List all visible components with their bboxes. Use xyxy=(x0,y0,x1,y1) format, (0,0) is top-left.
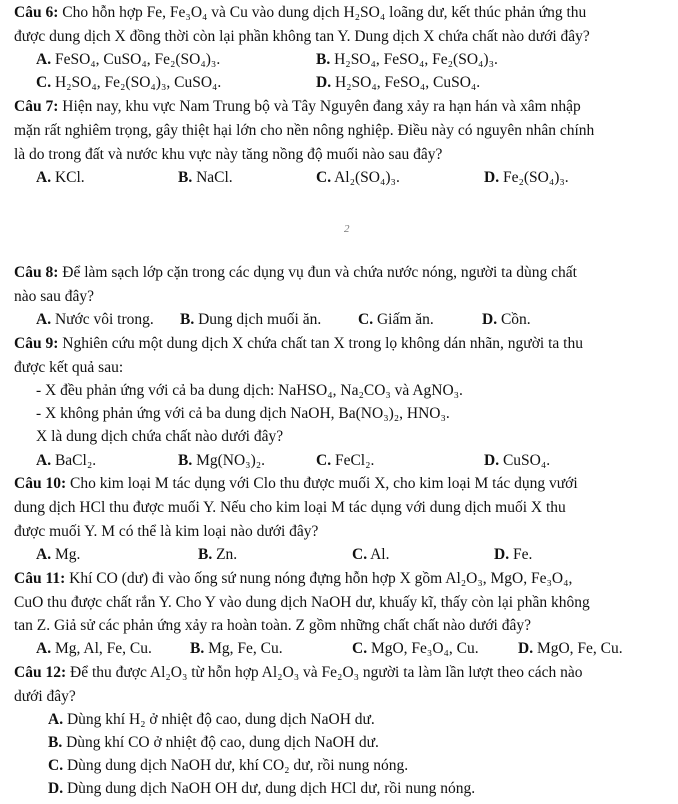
q10-line-2: dung dịch HCl thu được muối Y. Nếu cho kim loại M tác dụng với dung dịch muối X thu xyxy=(14,499,566,516)
q11-line-2: CuO thu được chất rắn Y. Cho Y vào dung dịch NaOH dư, khuấy kĩ, thấy còn lại phần không xyxy=(14,594,590,611)
q10-label: Câu 10 xyxy=(14,475,61,492)
q8-label: Câu 8 xyxy=(14,264,54,281)
q6-option-d: D. H₂SO₄, FeSO₄, CuSO₄. xyxy=(316,74,481,91)
q7-option-c: C. Al₂(SO₄)₃. xyxy=(316,169,400,186)
q8-option-b: B. Dung dịch muối ăn. xyxy=(180,311,322,328)
q6-option-b: B. H₂SO₄, FeSO₄, Fe₂(SO₄)₃. xyxy=(316,51,498,68)
q10-option-d: D. Fe. xyxy=(494,546,533,563)
q6-line-1: Câu 6: Cho hỗn hợp Fe, Fe₃O₄ và Cu vào dung dịch H₂SO₄ loãng dư, kết thúc phản ứng thu xyxy=(14,4,587,21)
q7-option-d: D. Fe₂(SO₄)₃. xyxy=(484,169,569,186)
q9-option-b: B. Mg(NO₃)₂. xyxy=(178,452,266,469)
q11-line-3: tan Z. Giả sử các phản ứng xảy ra hoàn toàn. Z gồm những chất chất nào dưới đây? xyxy=(14,617,531,634)
q8-line-1: Câu 8: Để làm sạch lớp cặn trong các dụng vụ đun và chứa nước nóng, người ta dùng chất xyxy=(14,264,577,281)
q10-line-3: được muối Y. M có thể là kim loại nào dưới đây? xyxy=(14,523,319,540)
q8-line-2: nào sau đây? xyxy=(14,288,95,305)
q11-label: Câu 11 xyxy=(14,570,61,587)
q9-option-a: A. BaCl₂. xyxy=(36,452,97,469)
q11-option-c: C. MgO, Fe₃O₄, Cu. xyxy=(352,640,479,657)
q12-label: Câu 12 xyxy=(14,664,61,681)
q9-option-d: D. CuSO₄. xyxy=(484,452,551,469)
q8-option-a: A. Nước vôi trong. xyxy=(36,311,154,328)
q12-option-c: C. Dùng dung dịch NaOH dư, khí CO₂ dư, rồi nung nóng. xyxy=(48,757,409,774)
q7-line-1: Câu 7: Hiện nay, khu vực Nam Trung bộ và Tây Nguyên đang xảy ra hạn hán và xâm nhập xyxy=(14,98,581,115)
q11-option-d: D. MgO, Fe, Cu. xyxy=(518,640,623,657)
page-number: 2 xyxy=(344,223,350,235)
q12-option-d: D. Dùng dung dịch NaOH OH dư, dung dịch HCl dư, rồi nung nóng. xyxy=(48,780,476,797)
q6-label: Câu 6 xyxy=(14,4,54,21)
q9-line-2: được kết quả sau: xyxy=(14,359,124,376)
q10-line-1: Câu 10: Cho kim loại M tác dụng với Clo thu được muối X, cho kim loại M tác dụng vưới xyxy=(14,475,578,492)
q9-label: Câu 9 xyxy=(14,335,54,352)
q12-line-2: dưới đây? xyxy=(14,688,76,705)
q7-option-a: A. KCl. xyxy=(36,169,85,186)
q9-line-1: Câu 9: Nghiên cứu một dung dịch X chứa chất tan X trong lọ không dán nhãn, người ta thu xyxy=(14,335,583,352)
q9-line-3: - X đều phản ứng với cả ba dung dịch: NaHSO₄, Na₂CO₃ và AgNO₃. xyxy=(36,382,463,399)
q11-line-1: Câu 11: Khí CO (dư) đi vào ống sứ nung nóng đựng hỗn hợp X gồm Al₂O₃, MgO, Fe₃O₄, xyxy=(14,570,573,587)
q10-option-b: B. Zn. xyxy=(198,546,238,563)
q6-option-a: A. FeSO₄, CuSO₄, Fe₂(SO₄)₃. xyxy=(36,51,221,68)
q11-option-a: A. Mg, Al, Fe, Cu. xyxy=(36,640,152,657)
q7-label: Câu 7 xyxy=(14,98,54,115)
q9-option-c: C. FeCl₂. xyxy=(316,452,375,469)
q7-line-3: là do trong đất và nước khu vực này tăng nồng độ muối nào sau đây? xyxy=(14,146,443,163)
q11-option-b: B. Mg, Fe, Cu. xyxy=(190,640,283,657)
q8-option-c: C. Giấm ăn. xyxy=(358,311,434,328)
q12-option-a: A. Dùng khí H₂ ở nhiệt độ cao, dung dịch NaOH dư. xyxy=(48,711,375,728)
q12-option-b: B. Dùng khí CO ở nhiệt độ cao, dung dịch NaOH dư. xyxy=(48,734,379,751)
q10-option-c: C. Al. xyxy=(352,546,390,563)
q6-line-2: được dung dịch X đồng thời còn lại phần không tan Y. Dung dịch X chứa chất nào dưới đây? xyxy=(14,28,590,45)
q9-line-5: X là dung dịch chứa chất nào dưới đây? xyxy=(36,428,284,445)
q9-line-4: - X không phản ứng với cả ba dung dịch NaOH, Ba(NO₃)₂, HNO₃. xyxy=(36,405,450,422)
q8-option-d: D. Cồn. xyxy=(482,311,531,328)
q12-line-1: Câu 12: Để thu được Al₂O₃ từ hỗn hợp Al₂O₃ và Fe₂O₃ người ta làm lần lượt theo cách nào xyxy=(14,664,583,681)
q7-option-b: B. NaCl. xyxy=(178,169,233,186)
q10-option-a: A. Mg. xyxy=(36,546,81,563)
q7-line-2: mặn rất nghiêm trọng, gây thiệt hại lớn cho nền nông nghiệp. Điều này có nguyên nhân chính xyxy=(14,122,595,139)
q6-option-c: C. H₂SO₄, Fe₂(SO₄)₃, CuSO₄. xyxy=(36,74,222,91)
